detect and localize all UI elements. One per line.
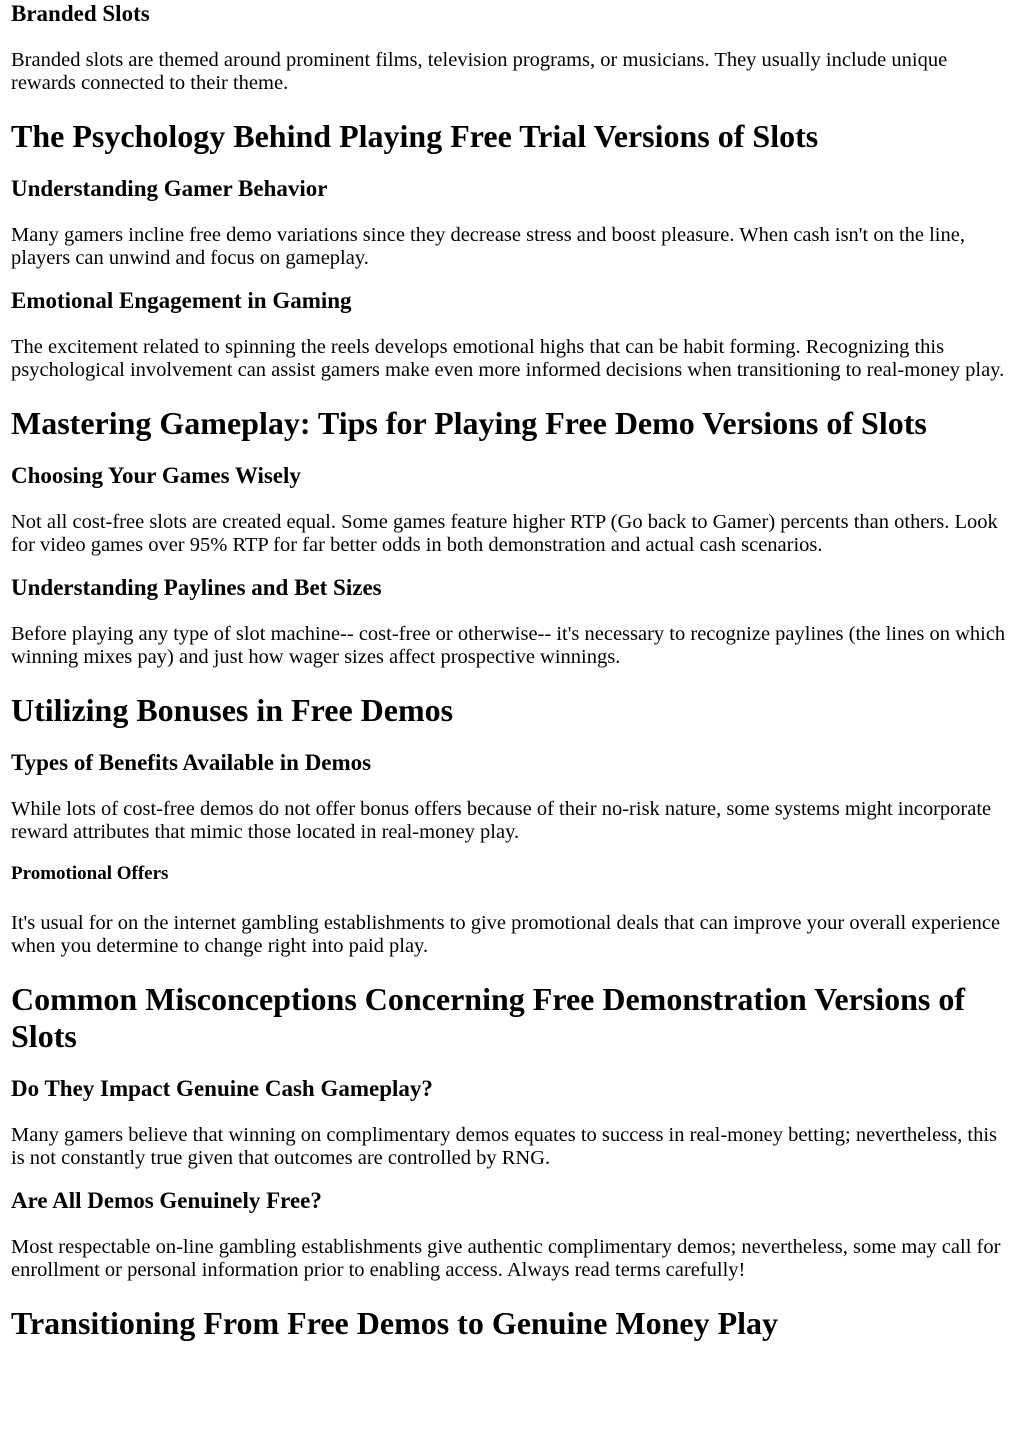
paragraph-demos-free: Most respectable on-line gambling establishments give authentic complimentary demos; nevertheless, some may call for enrollment or personal information prior to enabling access. Always read terms carefully! xyxy=(11,1236,1001,1281)
paragraph-emotional-engagement: The excitement related to spinning the reels develops emotional highs that can be habit forming. Recognizing this psychological involvement can assist gamers make even more informed decisions when transitioning to real-money play. xyxy=(11,336,1005,381)
paragraph-branded-slots: Branded slots are themed around prominent films, television programs, or musicians. They usually include unique rewards connected to their theme. xyxy=(11,49,948,94)
subheading-gamer-behavior: Understanding Gamer Behavior xyxy=(11,176,328,201)
paragraph-impact-cash-gameplay: Many gamers believe that winning on complimentary demos equates to success in real-money betting; nevertheless, this is not constantly true given that outcomes are controlled by RNG. xyxy=(11,1124,998,1169)
paragraph-types-of-benefits: While lots of cost-free demos do not offer bonus offers because of their no-risk nature, some systems might incorporate reward attributes that mimic those located in real-money play. xyxy=(11,798,992,843)
heading-psychology: The Psychology Behind Playing Free Trial Versions of Slots xyxy=(11,118,819,154)
subheading-emotional-engagement: Emotional Engagement in Gaming xyxy=(11,288,352,313)
subheading-paylines: Understanding Paylines and Bet Sizes xyxy=(11,575,382,600)
paragraph-promotional-offers: It's usual for on the internet gambling establishments to give promotional deals that can improve your overall experience when you determine to change right into paid play. xyxy=(11,912,1001,957)
heading-transitioning: Transitioning From Free Demos to Genuine Money Play xyxy=(11,1305,779,1341)
subheading-demos-free: Are All Demos Genuinely Free? xyxy=(11,1188,322,1213)
heading-mastering-gameplay: Mastering Gameplay: Tips for Playing Free Demo Versions of Slots xyxy=(11,405,927,441)
paragraph-paylines: Before playing any type of slot machine-- cost-free or otherwise-- it's necessary to recognize paylines (the lines on which winning mixes pay) and just how wager sizes affect prospective winnings. xyxy=(11,623,1006,668)
section-heading-branded-slots: Branded Slots xyxy=(11,1,150,26)
subheading-choosing-games: Choosing Your Games Wisely xyxy=(11,463,301,488)
subheading-types-of-benefits: Types of Benefits Available in Demos xyxy=(11,750,372,775)
heading-common-misconceptions: Common Misconceptions Concerning Free Demonstration Versions of Slots xyxy=(11,981,966,1054)
paragraph-gamer-behavior: Many gamers incline free demo variations since they decrease stress and boost pleasure. When cash isn't on the line, players can unwind and focus on gameplay. xyxy=(11,224,965,269)
subheading-impact-cash-gameplay: Do They Impact Genuine Cash Gameplay? xyxy=(11,1076,433,1101)
heading-utilizing-bonuses: Utilizing Bonuses in Free Demos xyxy=(11,692,454,728)
paragraph-choosing-games: Not all cost-free slots are created equal. Some games feature higher RTP (Go back to Gamer) percents than others. Look for video games over 95% RTP for far better odds in both demonstration and actual cash scenarios. xyxy=(11,511,998,556)
minor-heading-promotional-offers: Promotional Offers xyxy=(11,863,169,884)
